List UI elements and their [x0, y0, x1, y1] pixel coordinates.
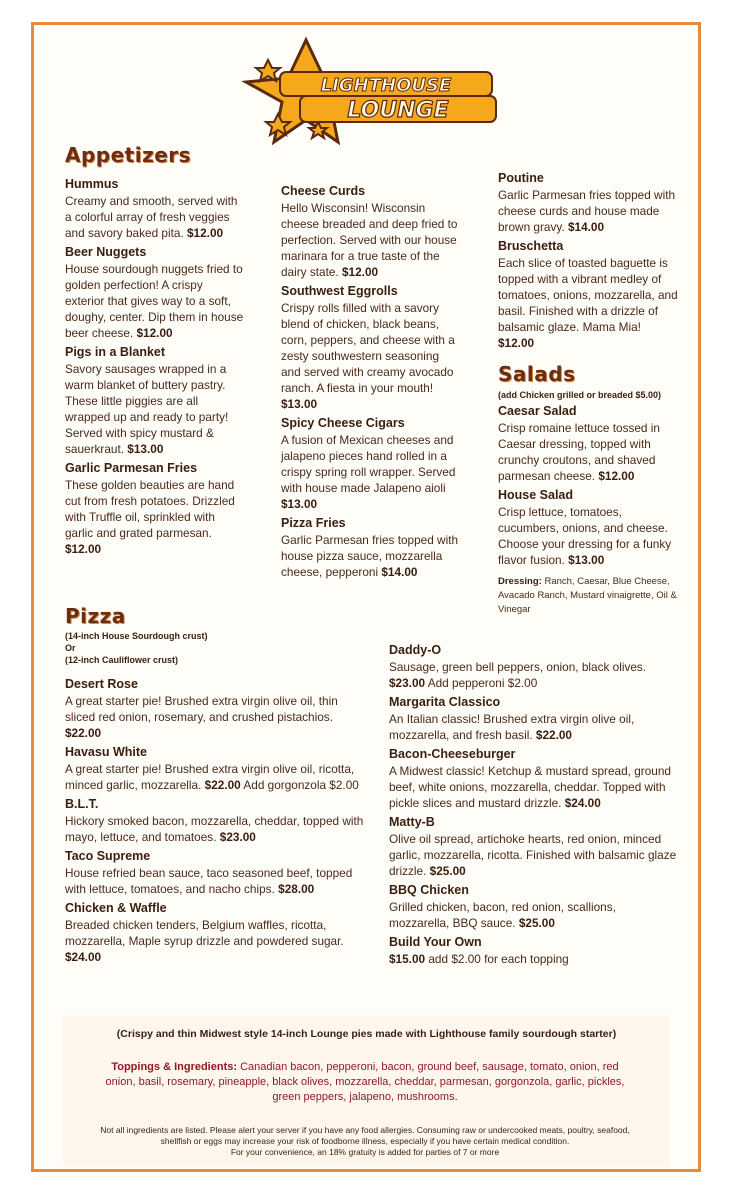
menu-item-description — [498, 420, 678, 484]
menu-item-desc-text: Hickory smoked bacon, mozzarella, cheddar, topped with mayo, lettuce, and tomatoes. — [65, 814, 364, 844]
menu-item-desc-text: Garlic Parmesan fries topped with cheese curds and house made brown gravy. — [498, 188, 676, 234]
menu-item-price: $25.00 — [518, 916, 555, 930]
dressing-label: Dressing: — [498, 576, 542, 587]
menu-item-price: $25.00 — [429, 864, 466, 878]
menu-item-description — [281, 200, 459, 280]
menu-item-addon: add $2.00 for each topping — [428, 952, 569, 966]
menu-item-description — [389, 763, 679, 811]
salads-heading: Salads — [498, 362, 576, 386]
menu-item-desc-text: Crispy rolls filled with a savory blend of chicken, black beans, corn, peppers, and cheese with a zesty southwestern seasoning and served with creamy avocado ranch. A fiesta in your mouth! — [281, 301, 455, 395]
appetizer-item — [498, 170, 678, 235]
menu-item-description — [65, 261, 245, 341]
appetizer-item — [281, 183, 459, 280]
menu-item-description — [389, 951, 679, 967]
pizza-item — [389, 934, 679, 967]
menu-item-desc-text: Grilled chicken, bacon, red onion, scallions, mozzarella, BBQ sauce. — [389, 900, 616, 930]
menu-item-price: $22.00 — [535, 728, 572, 742]
salads-column — [498, 403, 678, 571]
menu-item-description — [65, 693, 365, 741]
toppings-label: Toppings & Ingredients: — [111, 1061, 238, 1073]
menu-item-description — [65, 865, 365, 897]
menu-item-name: BBQ Chicken — [389, 883, 469, 897]
menu-item-name: Margarita Classico — [389, 695, 501, 709]
menu-item-description — [498, 255, 678, 351]
appetizer-item — [65, 460, 245, 557]
menu-item-price: $12.00 — [598, 469, 635, 483]
pizza-item — [65, 744, 365, 793]
menu-item-name: Bruschetta — [498, 239, 564, 253]
menu-item-description — [65, 477, 245, 557]
menu-item-name: Bacon-Cheeseburger — [389, 747, 516, 761]
toppings-list: Canadian bacon, pepperoni, bacon, ground beef, sausage, tomato, onion, red onion, basil, rosemary, pineapple, black olives, mozzarella, cheddar, parmesan, gorgonzola, garlic, pickles, green peppers, jalapeno, mushrooms. — [105, 1061, 625, 1103]
appetizer-item — [281, 283, 459, 412]
pizza-column-1 — [65, 676, 365, 968]
menu-item-price: $23.00 — [219, 830, 256, 844]
menu-item-name: Caesar Salad — [498, 404, 577, 418]
menu-item-price: $12.00 — [136, 326, 173, 340]
menu-item-desc-text: Savory sausages wrapped in a warm blanket of buttery pastry. These little piggies are all wrapped up and ready to party! Served with spicy mustard & sauerkraut. — [65, 362, 229, 456]
menu-item-name: Chicken & Waffle — [65, 901, 167, 915]
menu-item-price: $12.00 — [341, 265, 379, 279]
menu-item-desc-text: A great starter pie! Brushed extra virgin olive oil, ricotta, minced garlic, mozzarella. — [65, 762, 355, 792]
menu-item-name: Matty-B — [389, 815, 435, 829]
menu-item-desc-text: Creamy and smooth, served with a colorful array of fresh veggies and savory baked pita. — [65, 194, 238, 240]
menu-item-price: $24.00 — [65, 950, 102, 964]
star-logo-icon — [218, 30, 508, 160]
menu-item-addon: Add gorgonzola $2.00 — [243, 778, 359, 792]
menu-item-name: Build Your Own — [389, 935, 482, 949]
menu-item-description — [281, 300, 459, 412]
menu-item-desc-text: A great starter pie! Brushed extra virgin olive oil, thin sliced red onion, rosemary, and crushed pistachios. — [65, 694, 338, 724]
menu-item-description — [65, 917, 365, 965]
menu-item-price: $15.00 — [389, 952, 426, 966]
appetizers-heading: Appetizers — [65, 143, 192, 167]
menu-item-description — [498, 187, 678, 235]
menu-item-desc-text: Each slice of toasted baguette is topped with a vibrant medley of tomatoes, onions, mozzarella, and basil. Finished with a drizzle of balsamic glaze. Mama Mia! — [498, 256, 678, 334]
menu-item-name: Desert Rose — [65, 677, 138, 691]
gratuity-note: For your convenience, an 18% gratuity is added for parties of 7 or more — [230, 1147, 500, 1157]
menu-item-price: $22.00 — [65, 726, 102, 740]
menu-item-price: $13.00 — [281, 497, 318, 511]
appetizer-item — [281, 515, 459, 580]
menu-item-price: $12.00 — [498, 336, 535, 350]
menu-item-name: Daddy-O — [389, 643, 442, 657]
menu-item-desc-text: Breaded chicken tenders, Belgium waffles, ricotta, mozzarella, Maple syrup drizzle and powdered sugar. — [65, 918, 344, 948]
menu-item-description — [65, 361, 245, 457]
menu-item-description — [389, 899, 679, 931]
pizza-item — [65, 900, 365, 965]
menu-item-description — [389, 711, 679, 743]
menu-item-desc-text: House refried bean sauce, taco seasoned beef, topped with lettuce, tomatoes, and nacho chips. — [65, 866, 353, 896]
pizza-crust-options — [65, 630, 265, 666]
lighthouse-lounge-logo — [218, 30, 508, 160]
allergy-disclaimer — [95, 1125, 635, 1158]
menu-item-description — [281, 532, 459, 580]
appetizers-column-2 — [281, 183, 459, 583]
menu-item-desc-text: Olive oil spread, artichoke hearts, red onion, minced garlic, mozzarella, ricotta. Finished with balsamic glaze drizzle. — [389, 832, 677, 878]
crust-option-cauliflower: (12-inch Cauliflower crust) — [65, 655, 179, 665]
appetizer-item — [65, 344, 245, 457]
dressing-list: Ranch, Caesar, Blue Cheese, Avacado Ranch, Mustard vinaigrette, Oil & Vinegar — [498, 576, 677, 615]
menu-item-desc-text: Hello Wisconsin! Wisconsin cheese breaded and deep fried to perfection. Served with our house marinara for a true taste of the dairy state. — [281, 201, 458, 279]
menu-item-price: $24.00 — [564, 796, 601, 810]
pizza-column-2 — [389, 642, 679, 970]
menu-item-description — [65, 193, 245, 241]
menu-item-description — [65, 813, 365, 845]
logo-line1: LIGHTHOUSE — [320, 75, 452, 96]
pizza-item — [65, 676, 365, 741]
menu-item-name: Havasu White — [65, 745, 147, 759]
menu-item-desc-text: These golden beauties are hand cut from fresh potatoes. Drizzled with Truffle oil, sprinkled with garlic and grated parmesan. — [65, 478, 235, 540]
appetizers-column-3 — [498, 170, 678, 354]
salad-item — [498, 487, 678, 568]
pizza-item — [65, 848, 365, 897]
menu-item-name: Spicy Cheese Cigars — [281, 416, 405, 430]
menu-item-desc-text: Crisp romaine lettuce tossed in Caesar dressing, topped with crunchy croutons, and shaved parmesan cheese. — [498, 421, 660, 483]
pizza-item — [389, 642, 679, 691]
menu-item-name: Taco Supreme — [65, 849, 151, 863]
logo-line2: LOUNGE — [347, 98, 449, 123]
menu-item-desc-text: Crisp lettuce, tomatoes, cucumbers, onions, and cheese. Choose your dressing for a funky flavor fusion. — [498, 505, 672, 567]
menu-item-price: $13.00 — [281, 397, 318, 411]
menu-item-price: $14.00 — [567, 220, 605, 234]
appetizer-item — [281, 415, 459, 512]
appetizer-item — [498, 238, 678, 351]
pizza-item — [65, 796, 365, 845]
toppings-ingredients — [95, 1060, 635, 1105]
menu-item-description — [389, 659, 679, 691]
menu-item-name: Hummus — [65, 177, 119, 191]
crust-or: Or — [65, 643, 76, 653]
appetizer-item — [65, 176, 245, 241]
menu-item-price: $13.00 — [127, 442, 164, 456]
menu-item-description — [65, 761, 365, 793]
menu-item-price: $23.00 — [389, 676, 426, 690]
menu-item-desc-text: Garlic Parmesan fries topped with house pizza sauce, mozzarella cheese, pepperoni — [281, 533, 459, 579]
menu-item-price: $28.00 — [278, 882, 315, 896]
salad-item — [498, 403, 678, 484]
menu-item-name: Pizza Fries — [281, 516, 346, 530]
lounge-pie-note: (Crispy and thin Midwest style 14-inch Lounge pies made with Lighthouse family sourdough starter) — [116, 1028, 617, 1040]
menu-item-name: Southwest Eggrolls — [281, 284, 398, 298]
dressing-options — [498, 575, 678, 617]
menu-item-desc-text: A fusion of Mexican cheeses and jalapeno pieces hand rolled in a crispy spring roll wrapper. Served with house made Jalapeno aioli — [281, 433, 456, 495]
appetizer-item — [65, 244, 245, 341]
pizza-item — [389, 814, 679, 879]
pizza-heading: Pizza — [65, 604, 126, 628]
menu-item-price: $12.00 — [65, 542, 102, 556]
menu-item-desc-text: An Italian classic! Brushed extra virgin olive oil, mozzarella, and fresh basil. — [389, 712, 635, 742]
menu-item-name: B.L.T. — [65, 797, 99, 811]
menu-item-price: $13.00 — [568, 553, 605, 567]
menu-item-desc-text: Sausage, green bell peppers, onion, black olives. — [389, 660, 647, 674]
menu-item-desc-text: House sourdough nuggets fried to golden perfection! A crispy exterior that gives way to a soft, doughy, center. Dip them in house beer cheese. — [65, 262, 244, 340]
pizza-item — [389, 746, 679, 811]
menu-item-price: $14.00 — [381, 565, 418, 579]
menu-item-name: Pigs in a Blanket — [65, 345, 166, 359]
menu-item-description — [281, 432, 459, 512]
menu-item-description — [498, 504, 678, 568]
salads-addon-note: (add Chicken grilled or breaded $5.00) — [498, 390, 662, 400]
menu-item-price: $12.00 — [186, 226, 224, 240]
menu-item-name: Cheese Curds — [281, 184, 366, 198]
menu-item-name: House Salad — [498, 488, 574, 502]
menu-item-description — [389, 831, 679, 879]
menu-item-name: Poutine — [498, 171, 544, 185]
menu-item-addon: Add pepperoni $2.00 — [427, 676, 538, 690]
crust-option-sourdough: (14-inch House Sourdough crust) — [65, 631, 208, 641]
pizza-item — [389, 882, 679, 931]
menu-item-price: $22.00 — [204, 778, 241, 792]
allergy-warning: Not all ingredients are listed. Please alert your server if you have any food allergies. Consuming raw or undercooked meats, poultry, seafood, shellfish or eggs may increase your risk of foodborne illness, especially if you have certain medical condition. — [100, 1125, 630, 1146]
appetizers-column-1 — [65, 176, 245, 560]
menu-item-desc-text: A Midwest classic! Ketchup & mustard spread, ground beef, white onions, mozzarella, cheddar. Topped with pickle slices and mustard drizzle. — [389, 764, 671, 810]
pizza-item — [389, 694, 679, 743]
menu-item-name: Garlic Parmesan Fries — [65, 461, 198, 475]
menu-item-name: Beer Nuggets — [65, 245, 147, 259]
